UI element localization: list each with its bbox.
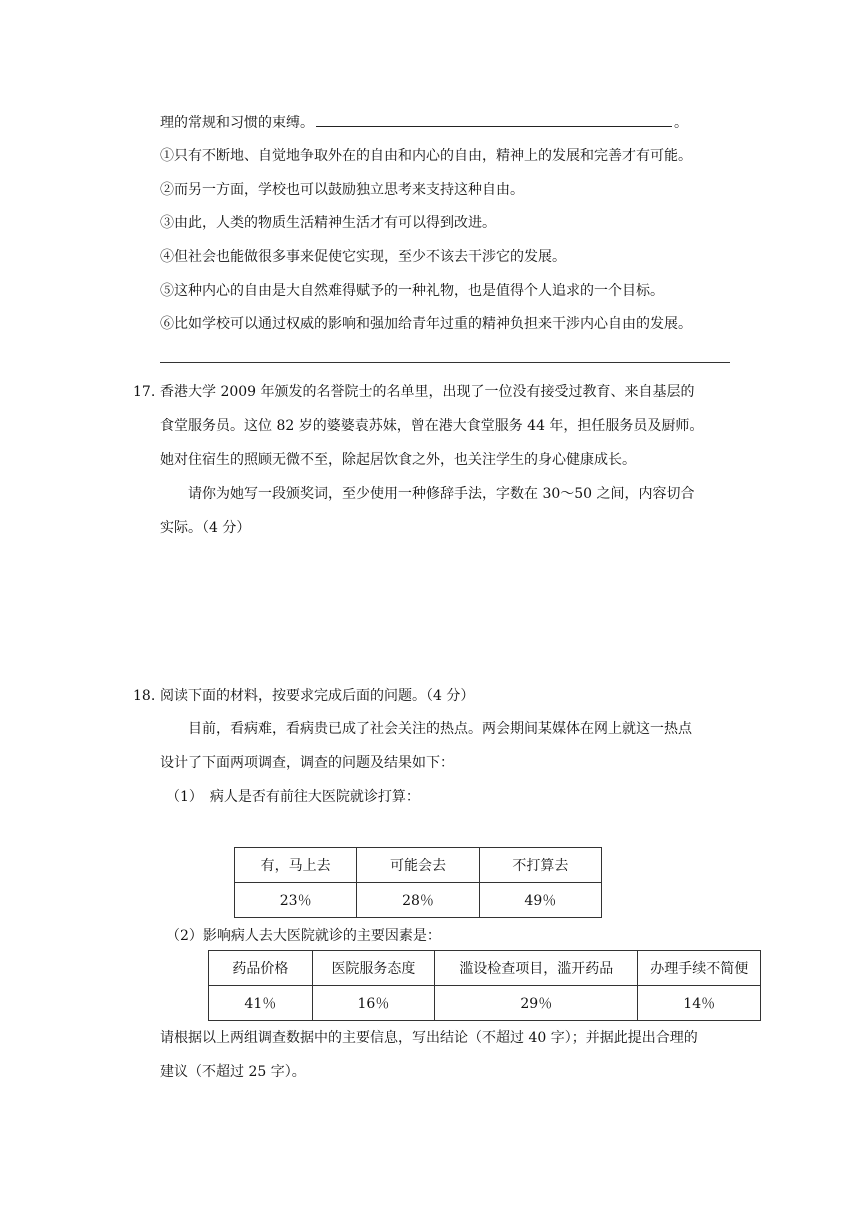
table-row <box>235 883 602 918</box>
q17-line-4: 请你为她写一段颁奖词，至少使用一种修辞手法，字数在 30～50 之间，内容切合 <box>188 486 695 502</box>
q16-option-3: ③由此，人类的物质生活精神生活才有可以得到改进。 <box>160 215 496 231</box>
table-cell: 23％ <box>235 883 357 918</box>
table-cell: 41％ <box>209 986 313 1021</box>
q18-task-1: 请根据以上两组调查数据中的主要信息，写出结论（不超过 40 字）；并据此提出合理的 <box>160 1030 698 1046</box>
q16-option-4: ④但社会也能做很多事来促使它实现，至少不该去干涉它的发展。 <box>160 249 566 265</box>
survey1-label: （1） 病人是否有前往大医院就诊打算： <box>166 789 420 805</box>
table-header-cell: 不打算去 <box>479 848 601 883</box>
table-header-cell: 滥设检查项目，滥开药品 <box>435 951 638 986</box>
q16-line-end: 。 <box>674 115 688 131</box>
table-cell: 29％ <box>435 986 638 1021</box>
table-header-cell: 药品价格 <box>209 951 313 986</box>
q16-option-2: ②而另一方面，学校也可以鼓励独立思考来支持这种自由。 <box>160 182 524 198</box>
q18-title: 阅读下面的材料，按要求完成后面的问题。（4 分） <box>160 688 475 704</box>
q17-number: 17. <box>133 384 156 400</box>
q18-number: 18. <box>133 688 156 704</box>
table-header-cell: 医院服务态度 <box>312 951 435 986</box>
q16-answer-line <box>160 112 688 133</box>
table-header-row <box>235 848 602 883</box>
table-cell: 14％ <box>638 986 761 1021</box>
table-header-cell: 有，马上去 <box>235 848 357 883</box>
table-header-cell: 办理手续不简便 <box>638 951 761 986</box>
survey2-label: （2）影响病人去大医院就诊的主要因素是： <box>166 928 441 944</box>
q17-line-5: 实际。（4 分） <box>160 520 251 536</box>
survey1-table <box>234 847 602 918</box>
answer-rule[interactable] <box>160 362 730 363</box>
q18-intro-1: 目前，看病难，看病贵已成了社会关注的热点。两会期间某媒体在网上就这一热点 <box>188 721 692 737</box>
q18-intro-2: 设计了下面两项调查，调查的问题及结果如下： <box>160 755 454 771</box>
table-cell: 28％ <box>357 883 479 918</box>
q16-option-6: ⑥比如学校可以通过权威的影响和强加给青年过重的精神负担来干涉内心自由的发展。 <box>160 316 692 332</box>
q16-line-start: 理的常规和习惯的束缚。 <box>160 115 314 131</box>
q16-option-5: ⑤这种内心的自由是大自然难得赋予的一种礼物，也是值得个人追求的一个目标。 <box>160 283 664 299</box>
survey2-table <box>208 950 761 1021</box>
table-cell: 49％ <box>479 883 601 918</box>
table-cell: 16％ <box>312 986 435 1021</box>
q16-option-1: ①只有不断地、自觉地争取外在的自由和内心的自由，精神上的发展和完善才有可能。 <box>160 148 692 164</box>
answer-blank[interactable] <box>316 112 672 127</box>
table-row <box>209 986 761 1021</box>
q18-task-2: 建议（不超过 25 字）。 <box>160 1064 306 1080</box>
table-header-cell: 可能会去 <box>357 848 479 883</box>
q17-line-3: 她对住宿生的照顾无微不至，除起居饮食之外，也关注学生的身心健康成长。 <box>160 452 636 468</box>
table-header-row <box>209 951 761 986</box>
q17-line-1: 香港大学 2009 年颁发的名誉院士的名单里，出现了一位没有接受过教育、来自基层的 <box>160 384 695 400</box>
q17-line-2: 食堂服务员。这位 82 岁的婆婆袁苏妹，曾在港大食堂服务 44 年，担任服务员及厨师。 <box>160 418 704 434</box>
